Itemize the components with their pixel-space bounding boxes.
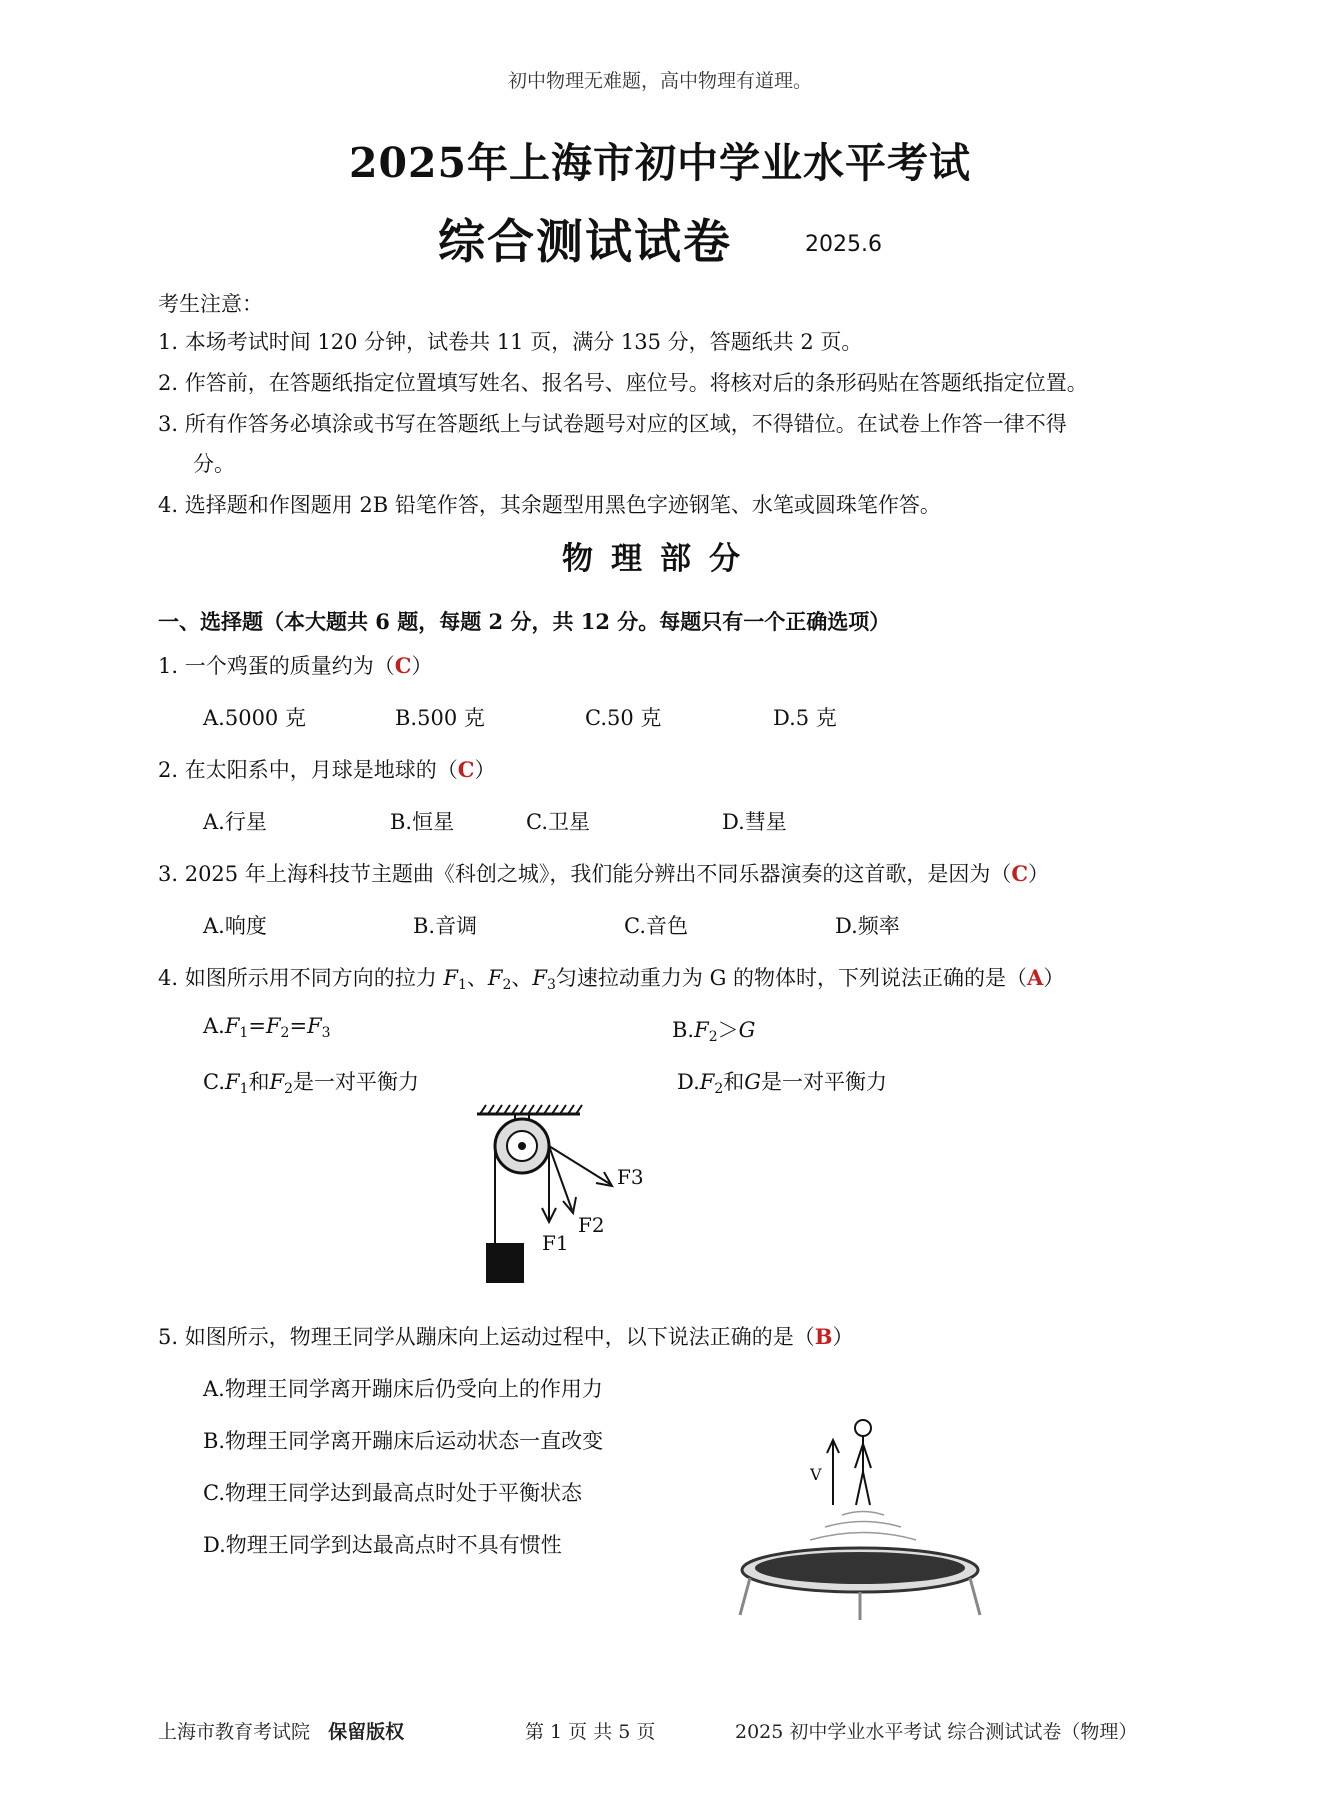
answer-3: C — [1011, 861, 1029, 886]
exam-date: 2025.6 — [805, 232, 882, 257]
option-4d: $D.F_2$和G是一对平衡力 — [677, 1070, 888, 1097]
force-arrow-f3 — [549, 1146, 610, 1184]
notice-item-2: 2. 作答前，在答题纸指定位置填写姓名、报名号、座位号。将核对后的条形码贴在答题纸指定位置。 — [158, 371, 1088, 395]
option-5c: C.物理王同学达到最高点时处于平衡状态 — [203, 1481, 582, 1505]
option-5d: D.物理王同学到达最高点时不具有惯性 — [203, 1533, 562, 1557]
answer-1: C — [394, 653, 412, 678]
option-2c: C.卫星 — [526, 810, 590, 834]
option-2b: B.恒星 — [390, 810, 455, 834]
paper-title: 综合测试试卷 — [438, 215, 732, 270]
stick-figure — [855, 1420, 871, 1505]
label-f2: F2 — [578, 1213, 605, 1237]
answer-5: B — [814, 1324, 833, 1349]
label-f3: F3 — [617, 1165, 644, 1189]
footer-page: 第 1 页 共 5 页 — [525, 1721, 656, 1743]
question-1: 1. 一个鸡蛋的质量约为（C） — [158, 653, 433, 678]
option-5a: A.物理王同学离开蹦床后仍受向上的作用力 — [203, 1377, 603, 1401]
question-3: 3. 2025 年上海科技节主题曲《科创之城》，我们能分辨出不同乐器演奏的这首歌，是因为（C） — [158, 861, 1050, 886]
weight-block — [486, 1243, 524, 1283]
option-3c: C.音色 — [624, 914, 688, 938]
question-5: 5. 如图所示，物理王同学从蹦床向上运动过程中，以下说法正确的是（B） — [158, 1324, 854, 1349]
notice-item-3-cont: 分。 — [193, 452, 235, 476]
trampoline-mat — [755, 1552, 965, 1584]
option-3a: A.响度 — [203, 914, 267, 938]
option-1b: B.500 克 — [395, 706, 485, 730]
question-2: 2. 在太阳系中，月球是地球的（C） — [158, 757, 496, 782]
motion-lines — [810, 1512, 916, 1541]
option-5b: B.物理王同学离开蹦床后运动状态一直改变 — [203, 1429, 604, 1453]
answer-2: C — [457, 757, 475, 782]
option-4b: $B.F_2>G$ — [672, 1018, 756, 1045]
notice-item-1: 1. 本场考试时间 120 分钟，试卷共 11 页，满分 135 分，答题纸共 2 页。 — [158, 330, 863, 354]
footer-exam: 2025 初中学业水平考试 综合测试试卷（物理） — [735, 1721, 1138, 1743]
velocity-label: V — [810, 1465, 822, 1484]
notice-heading: 考生注意： — [158, 292, 263, 316]
header-note: 初中物理无难题，高中物理有道理。 — [507, 70, 812, 92]
label-f1: F1 — [542, 1231, 569, 1255]
option-1c: C.50 克 — [585, 706, 662, 730]
section-title: 物理部分 — [562, 541, 758, 577]
notice-item-4: 4. 选择题和作图题用 2B 铅笔作答，其余题型用黑色字迹钢笔、水笔或圆珠笔作答。 — [158, 493, 941, 517]
exam-title: 2025年上海市初中学业水平考试 — [348, 139, 972, 187]
option-1a: A.5000 克 — [203, 706, 306, 730]
notice-item-3: 3. 所有作答务必填涂或书写在答题纸上与试卷题号对应的区域，不得错位。在试卷上作答一律不得 — [158, 412, 1067, 436]
answer-4: A — [1027, 965, 1044, 990]
force-arrows — [542, 1146, 612, 1222]
option-3d: D.频率 — [835, 914, 900, 938]
part-heading: 一、选择题（本大题共 6 题，每题 2 分，共 12 分。每题只有一个正确选项） — [158, 609, 891, 634]
option-2a: A.行星 — [203, 810, 267, 834]
question-4: 4. 如图所示用不同方向的拉力 $F_1$、$F_2$、$F_3$匀速拉动重力为 G 的物体时，下列说法正确的是（A） — [158, 965, 1065, 993]
force-arrow-f2 — [549, 1146, 572, 1210]
option-1d: D.5 克 — [773, 706, 837, 730]
footer-publisher: 上海市教育考试院 保留版权 — [158, 1721, 405, 1743]
option-4c: $C.F_1$和$F_2$是一对平衡力 — [203, 1070, 419, 1097]
option-2d: D.彗星 — [722, 810, 787, 834]
pulley-axle — [518, 1142, 526, 1150]
option-4a: $A.F_1=F_2=F_3$ — [203, 1014, 331, 1041]
pulley-figure — [460, 1100, 660, 1290]
option-3b: B.音调 — [413, 914, 478, 938]
trampoline-figure — [730, 1410, 1000, 1630]
